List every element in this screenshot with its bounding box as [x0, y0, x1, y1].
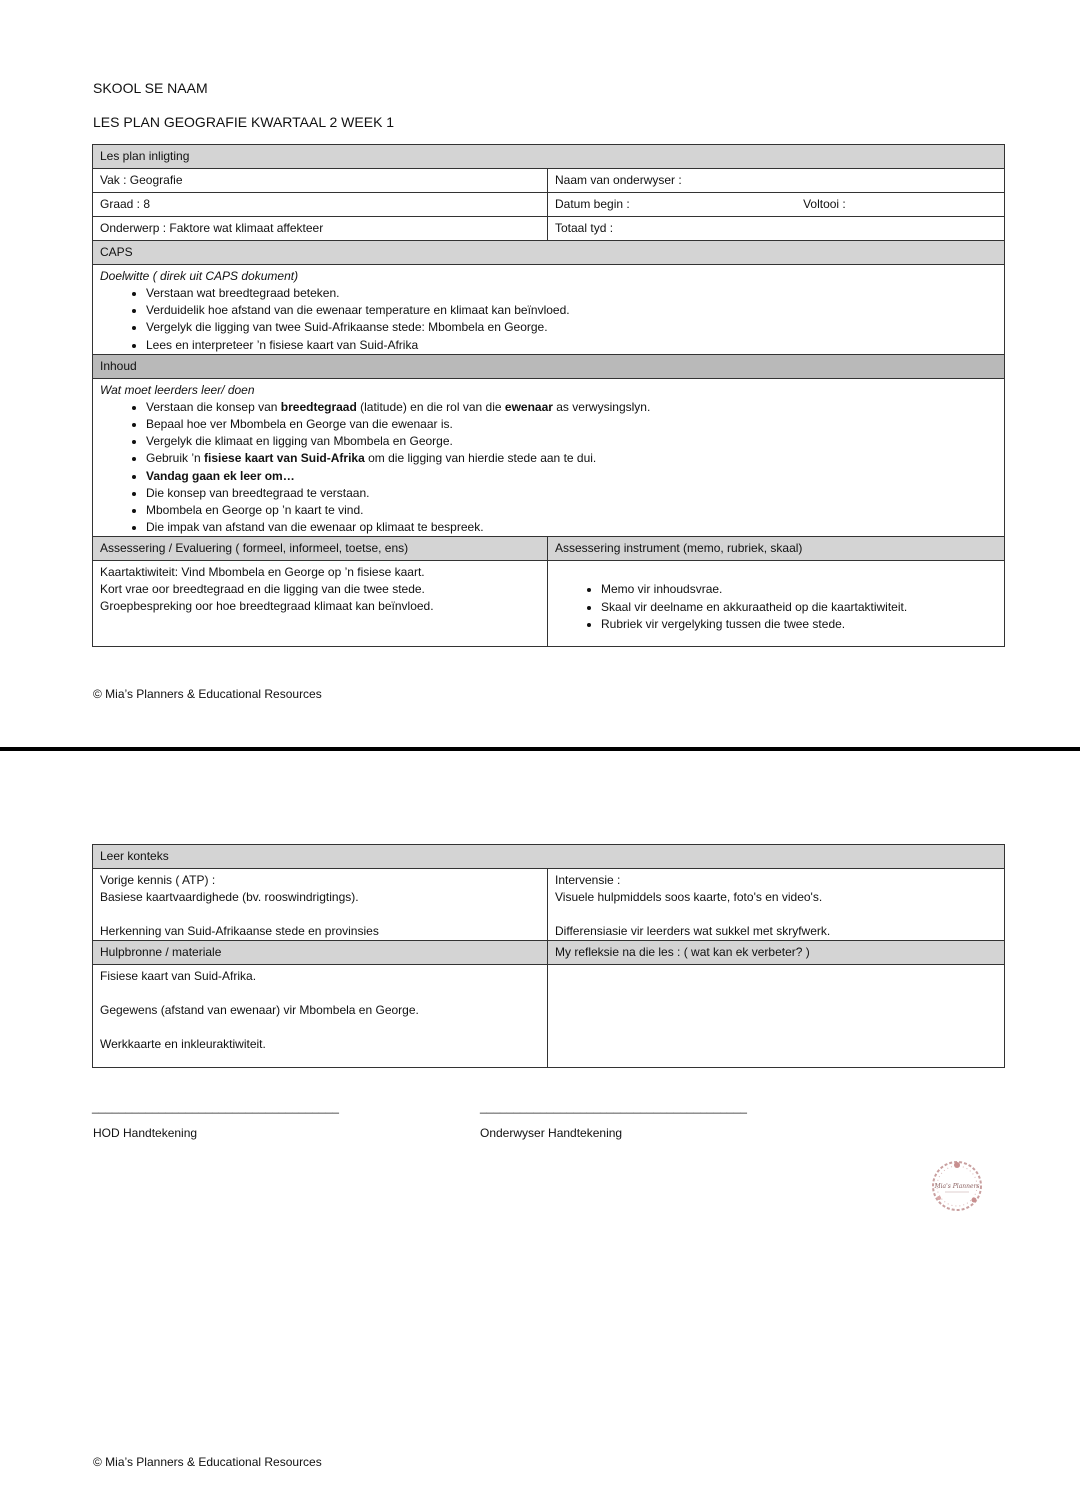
logo-wreath [926, 1156, 988, 1216]
reflection-cell [548, 965, 1005, 1068]
assessment-line: Kort vrae oor breedtegraad en die ligging van die twee stede. [100, 582, 425, 597]
list-item: • Vergelyk die klimaat en ligging van Mbombela en George. [146, 433, 997, 450]
content-header: Inhoud [93, 354, 1005, 378]
resources-header: Hulpbronne / materiale [93, 941, 548, 965]
prior-knowledge-line: Basiese kaartvaardighede (bv. rooswindrigtings). [100, 890, 359, 904]
list-item: • Rubriek vir vergelyking tussen die twee stede. [601, 616, 997, 633]
topic-field: Onderwerp : Faktore wat klimaat affekteer [93, 217, 548, 241]
list-item: • Lees en interpreteer ’n fisiese kaart van Suid-Afrika [146, 337, 997, 354]
copyright-footer: © Mia’s Planners & Educational Resources [93, 1455, 322, 1469]
learning-context-header: Leer konteks [93, 845, 1005, 869]
content-cell [93, 378, 1005, 537]
resources-cell [93, 965, 548, 1068]
intervention-line: Differensiasie vir leerders wat sukkel met skryfwerk. [555, 924, 831, 938]
assessment-line: Groepbespreking oor hoe breedtegraad klimaat kan beïnvloed. [100, 599, 434, 614]
list-item: • Vergelyk die ligging van twee Suid-Afrikaanse stede: Mbombela en George. [146, 319, 997, 336]
reflection-header: My refleksie na die les : ( wat kan ek verbeter? ) [548, 941, 1005, 965]
list-item: • Bepaal hoe ver Mbombela en George van die ewenaar is. [146, 416, 997, 433]
list-item: • Skaal vir deelname en akkuraatheid op die kaartaktiwiteit. [601, 599, 997, 616]
content-list [100, 399, 997, 537]
intervention-title: Intervensie : [555, 873, 621, 887]
list-item: • Mbombela en George op ’n kaart te vind. [146, 502, 997, 519]
instrument-list [555, 581, 997, 633]
resource-line: Werkkaarte en inkleuraktiwiteit. [100, 1037, 266, 1051]
assessment-line: Kaartaktiwiteit: Vind Mbombela en George op ’n fisiese kaart. [100, 565, 425, 580]
intervention-line: Visuele hulpmiddels soos kaarte, foto's en video's. [555, 890, 823, 904]
prior-knowledge-cell [93, 869, 548, 941]
copyright-footer: © Mia’s Planners & Educational Resources [93, 687, 322, 701]
grade-field: Graad : 8 [93, 193, 548, 217]
complete-field: Voltooi : [803, 197, 846, 211]
caps-header: CAPS [93, 241, 1005, 265]
svg-text:Mia's Planners: Mia's Planners [934, 1183, 980, 1190]
caps-objectives-cell [93, 265, 1005, 355]
floral-wreath-icon [926, 1156, 988, 1216]
resource-line: Gegewens (afstand van ewenaar) vir Mbombela en George. [100, 1003, 419, 1017]
lesson-plan-title: LES PLAN GEOGRAFIE KWARTAAL 2 WEEK 1 [93, 114, 395, 130]
list-item: • Die impak van afstand van die ewenaar op klimaat te bespreek. [146, 519, 997, 536]
teacher-signature-line: ________________________________________ [480, 1100, 747, 1114]
list-item: • Verduidelik hoe afstand van die ewenaar temperature en klimaat kan beïnvloed. [146, 302, 997, 319]
prior-knowledge-line: Herkenning van Suid-Afrikaanse stede en provinsies [100, 924, 379, 938]
date-start-field: Datum begin : [555, 197, 630, 211]
list-item: • Memo vir inhoudsvrae. [601, 581, 997, 598]
content-subheading: Wat moet leerders leer/ doen [100, 382, 255, 397]
subject-field: Vak : Geografie [93, 169, 548, 193]
list-item: • Die konsep van breedtegraad te verstaan. [146, 485, 997, 502]
list-item: • Vandag gaan ek leer om… [146, 468, 997, 485]
lesson-info-header: Les plan inligting [93, 145, 1005, 169]
hod-signature-line: _____________________________________ [92, 1100, 339, 1114]
context-table [92, 844, 1005, 1068]
teacher-name-field: Naam van onderwyser : [548, 169, 1005, 193]
assessment-instrument-header: Assessering instrument (memo, rubriek, skaal) [548, 537, 1005, 561]
hod-signature-label: HOD Handtekening [93, 1126, 198, 1140]
lesson-plan-table [92, 144, 1005, 647]
assessment-cell [93, 561, 548, 647]
list-item: • Gebruik ’n fisiese kaart van Suid-Afrika om die ligging van hierdie stede aan te dui. [146, 450, 997, 467]
objectives-subheading: Doelwitte ( direk uit CAPS dokument) [100, 269, 299, 283]
instrument-cell [548, 561, 1005, 647]
list-item: • Verstaan wat breedtegraad beteken. [146, 285, 997, 302]
intervention-cell [548, 869, 1005, 941]
prior-knowledge-title: Vorige kennis ( ATP) : [100, 873, 216, 887]
resource-line: Fisiese kaart van Suid-Afrika. [100, 969, 257, 983]
objectives-list [100, 285, 997, 354]
page-divider [0, 747, 1080, 751]
teacher-signature-label: Onderwyser Handtekening [480, 1126, 623, 1140]
dates-cell [548, 193, 1005, 217]
list-item: • Verstaan die konsep van breedtegraad (latitude) en die rol van die ewenaar as verwysingslyn. [146, 399, 997, 416]
assessment-header: Assessering / Evaluering ( formeel, informeel, toetse, ens) [93, 537, 548, 561]
total-time-field: Totaal tyd : [548, 217, 1005, 241]
school-name: SKOOL SE NAAM [93, 80, 208, 96]
